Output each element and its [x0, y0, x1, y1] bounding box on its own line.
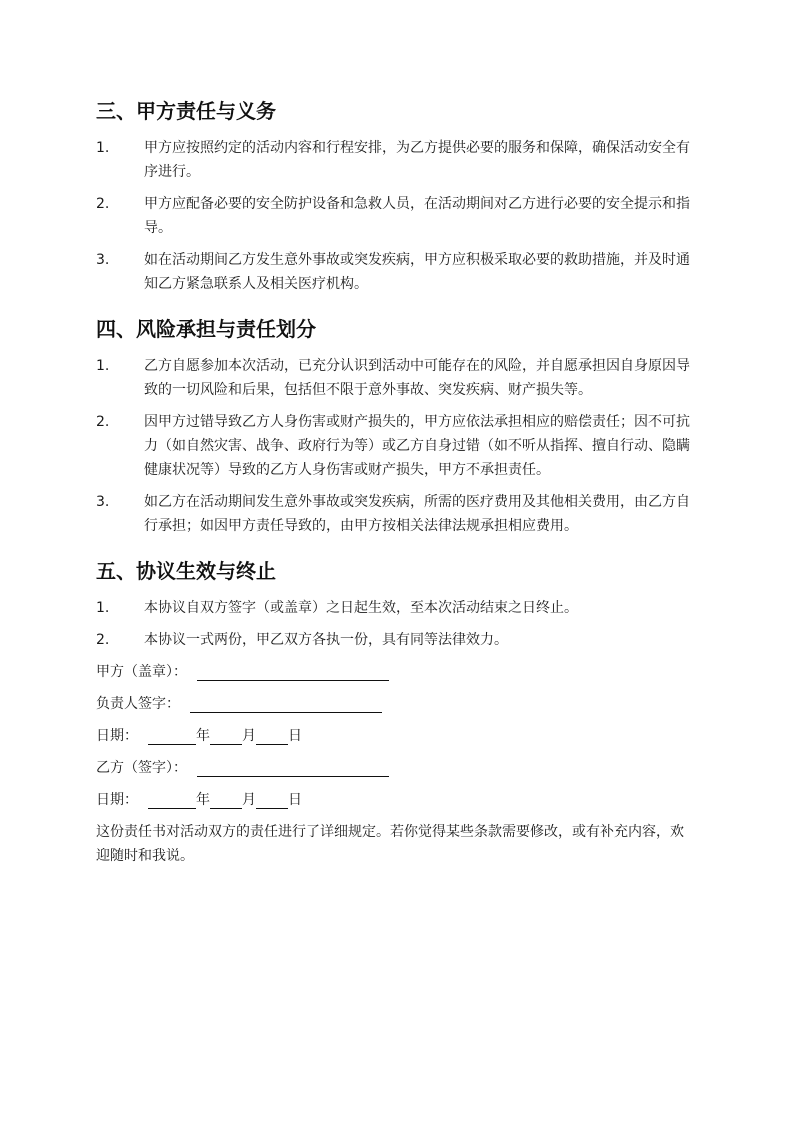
year-blank — [148, 728, 196, 745]
responsible-signature-line — [96, 692, 700, 716]
clause-item — [96, 490, 700, 538]
section-party-a-duties — [96, 96, 700, 296]
clause-number: 1. — [96, 358, 110, 374]
clause-item — [96, 248, 700, 296]
section-title: 三、甲方责任与义务 — [96, 99, 276, 123]
section-title: 五、协议生效与终止 — [96, 559, 276, 583]
party-b-signature-blank — [197, 760, 389, 777]
clause-number: 1. — [96, 600, 110, 616]
clause-text: 甲方应按照约定的活动内容和行程安排，为乙方提供必要的服务和保障，确保活动安全有序进行。 — [144, 140, 690, 180]
clause-number: 3. — [96, 252, 110, 268]
party-b-signature-label: 乙方（签字）： — [96, 760, 187, 776]
clause-number: 2. — [96, 632, 110, 648]
clause-number: 3. — [96, 494, 110, 510]
month-blank — [210, 728, 242, 745]
day-blank — [256, 728, 288, 745]
closing-note: 这份责任书对活动双方的责任进行了详细规定。若你觉得某些条款需要修改，或有补充内容，欢迎随时和我说。 — [96, 824, 684, 864]
party-a-seal-line — [96, 660, 700, 684]
clause-list — [96, 136, 700, 296]
clause-item — [96, 354, 700, 402]
party-a-seal-label: 甲方（盖章）： — [96, 664, 187, 680]
date-line-party-b — [96, 788, 700, 812]
clause-item — [96, 628, 700, 652]
date-label: 日期： — [96, 792, 138, 808]
responsible-signature-label: 负责人签字： — [96, 696, 180, 712]
clause-number: 1. — [96, 140, 110, 156]
clause-item — [96, 192, 700, 240]
clause-item — [96, 136, 700, 184]
month-blank — [210, 792, 242, 809]
date-label: 日期： — [96, 728, 138, 744]
day-label: 日 — [288, 728, 302, 744]
section-risk-liability — [96, 314, 700, 538]
clause-text: 本协议一式两份，甲乙双方各执一份，具有同等法律效力。 — [144, 632, 508, 648]
clause-number: 2. — [96, 196, 110, 212]
responsible-signature-blank — [190, 696, 382, 713]
month-label: 月 — [242, 728, 256, 744]
clause-item — [96, 596, 700, 620]
year-label: 年 — [196, 792, 210, 808]
clause-item — [96, 410, 700, 482]
date-line-party-a — [96, 724, 700, 748]
section-effect-termination — [96, 556, 700, 652]
party-a-seal-blank — [197, 664, 389, 681]
month-label: 月 — [242, 792, 256, 808]
clause-text: 如在活动期间乙方发生意外事故或突发疾病，甲方应积极采取必要的救助措施，并及时通知乙方紧急联系人及相关医疗机构。 — [144, 252, 690, 292]
year-label: 年 — [196, 728, 210, 744]
clause-list — [96, 596, 700, 652]
clause-text: 乙方自愿参加本次活动，已充分认识到活动中可能存在的风险，并自愿承担因自身原因导致的一切风险和后果，包括但不限于意外事故、突发疾病、财产损失等。 — [144, 358, 690, 398]
day-blank — [256, 792, 288, 809]
clause-text: 如乙方在活动期间发生意外事故或突发疾病，所需的医疗费用及其他相关费用，由乙方自行承担；如因甲方责任导致的，由甲方按相关法律法规承担相应费用。 — [144, 494, 690, 534]
day-label: 日 — [288, 792, 302, 808]
clause-text: 因甲方过错导致乙方人身伤害或财产损失的，甲方应依法承担相应的赔偿责任；因不可抗力（如自然灾害、战争、政府行为等）或乙方自身过错（如不听从指挥、擅自行动、隐瞒健康状况等）导致的乙方人身伤害或财产损失，甲方不承担责任。 — [144, 414, 690, 478]
clause-number: 2. — [96, 414, 110, 430]
clause-text: 甲方应配备必要的安全防护设备和急救人员，在活动期间对乙方进行必要的安全提示和指导。 — [144, 196, 690, 236]
clause-text: 本协议自双方签字（或盖章）之日起生效，至本次活动结束之日终止。 — [144, 600, 578, 616]
clause-list — [96, 354, 700, 538]
year-blank — [148, 792, 196, 809]
section-title: 四、风险承担与责任划分 — [96, 317, 316, 341]
signature-block — [96, 660, 700, 812]
party-b-signature-line — [96, 756, 700, 780]
document-page — [96, 96, 700, 868]
